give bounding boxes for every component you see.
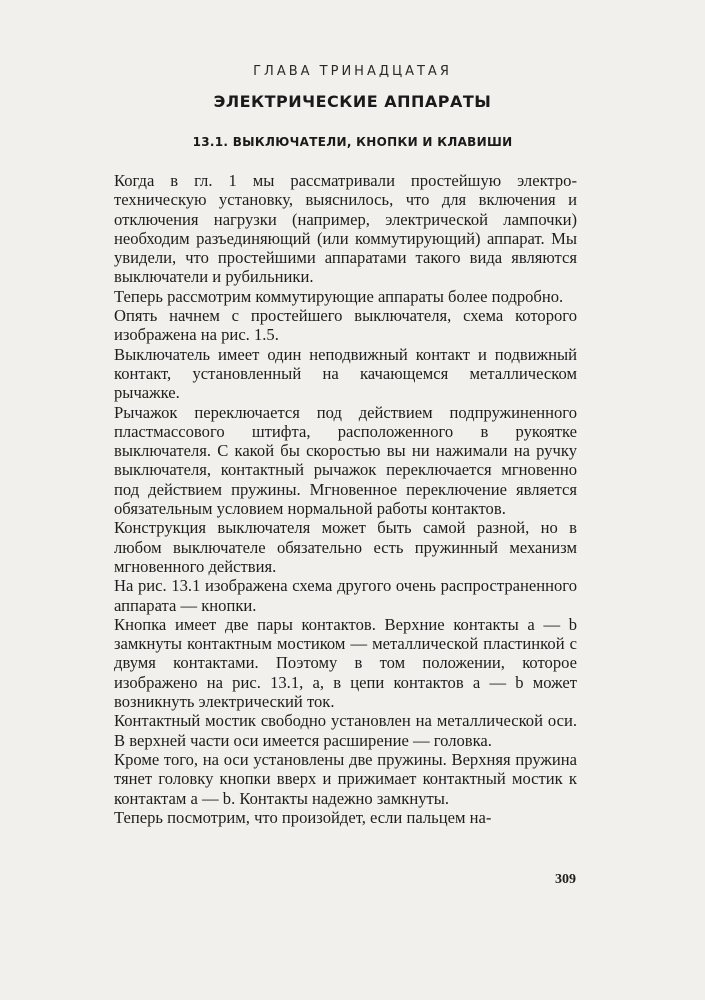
paragraph: Опять начнем с простейшего выключателя, схема которого изображена на рис. 1.5. [114, 306, 577, 345]
paragraph: Контактный мостик свободно установлен на металлической оси. В верхней части оси имеется расширение — головка. [114, 711, 577, 750]
chapter-title: ЭЛЕКТРИЧЕСКИЕ АППАРАТЫ [213, 92, 492, 111]
paragraph: Кроме того, на оси установлены две пружины. Верхняя пружина тянет головку кнопки вверх и прижимает контактный мостик к контактам a — b. Контакты надежно замкнуты. [114, 749, 577, 808]
paragraph: Кнопка имеет две пары контактов. Верхние контакты a — b замкнуты контактным мостиком — металлической пластинкой с двумя контактами. Поэтому в том положении, которое изображено на рис. 13.1, a, в цепи контактов a — b может возникнуть электрический ток. [114, 614, 577, 712]
section-title: 13.1. ВЫКЛЮЧАТЕЛИ, КНОПКИ И КЛАВИШИ [192, 135, 513, 149]
paragraph: Когда в гл. 1 мы рассматривали простейшую электротехническую установку, выяснилось, что для включения и отключения нагрузки (например, электрической лампочки) необходим разъединяющий (или коммутирующий) аппарат. Мы увидели, что простейшими аппаратами такого вида являются выключатели и рубильники. [114, 171, 577, 287]
paragraph: Теперь рассмотрим коммутирующие аппараты более подробно. [114, 286, 564, 306]
body-text [114, 171, 577, 827]
paragraph: Рычажок переключается под действием подпружиненного пластмассового штифта, расположенного в рукоятке выключателя. С какой бы скоростью вы ни нажимали на ручку выключателя, контактный рычажок переключается мгновенно под действием пружины. Мгновенное переключение является обязательным условием нормальной работы контактов. [114, 402, 577, 519]
paragraph: Выключатель имеет один неподвижный контакт и подвижный контакт, установленный на качающемся металлическом рычажке. [114, 344, 577, 403]
paragraph: Теперь посмотрим, что произойдет, если пальцем на- [114, 807, 492, 827]
paragraph: Конструкция выключателя может быть самой разной, но в любом выключателе обязательно есть пружинный механизм мгновенного действия. [114, 518, 577, 576]
page-number: 309 [555, 872, 576, 887]
paragraph: На рис. 13.1 изображена схема другого очень распространенного аппарата — кнопки. [114, 576, 577, 615]
chapter-label: ГЛАВА ТРИНАДЦАТАЯ [253, 64, 452, 79]
